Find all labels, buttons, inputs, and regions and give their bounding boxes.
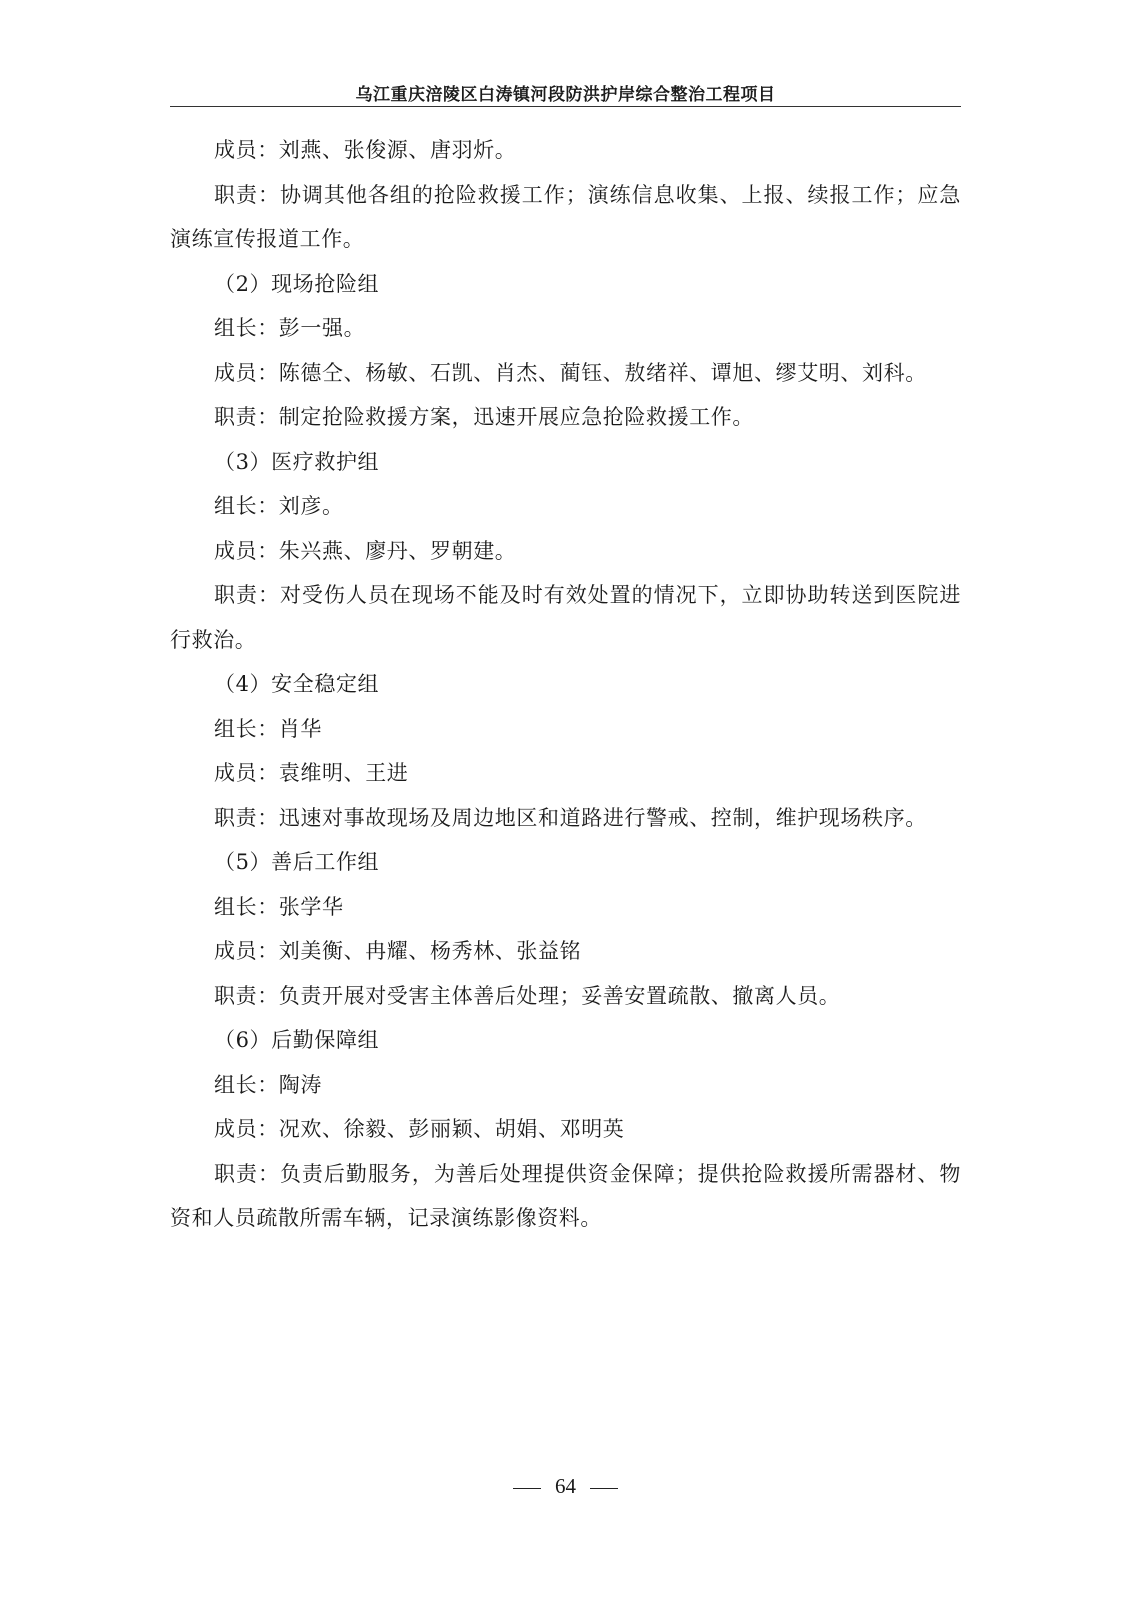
paragraph: 组长：彭一强。 — [214, 316, 366, 340]
paragraph: 成员：袁维明、王进 — [214, 761, 409, 785]
footer-dash-left — [513, 1488, 541, 1489]
section-heading: （5）善后工作组 — [214, 850, 380, 874]
paragraph: 职责：对受伤人员在现场不能及时有效处置的情况下，立即协助转送到医院进行救治。 — [170, 583, 961, 652]
paragraph: 组长：肖华 — [214, 716, 322, 741]
header-rule — [170, 106, 961, 107]
section-heading: （6）后勤保障组 — [214, 1028, 380, 1052]
paragraph: 组长：张学华 — [214, 894, 344, 919]
paragraph: 职责：协调其他各组的抢险救援工作；演练信息收集、上报、续报工作；应急演练宣传报道工作。 — [170, 182, 961, 251]
paragraph: 职责：制定抢险救援方案，迅速开展应急抢险救援工作。 — [214, 405, 754, 429]
paragraph: 组长：陶涛 — [214, 1072, 322, 1097]
page-header-title: 乌江重庆涪陵区白涛镇河段防洪护岸综合整治工程项目 — [355, 85, 776, 105]
section-heading: （4）安全稳定组 — [214, 672, 380, 696]
footer-dash-right — [590, 1488, 618, 1489]
page-number: 64 — [555, 1474, 576, 1498]
paragraph: 成员：况欢、徐毅、彭丽颖、胡娟、邓明英 — [214, 1117, 625, 1141]
document-body — [170, 128, 961, 1241]
paragraph: 成员：刘燕、张俊源、唐羽炘。 — [214, 138, 517, 162]
section-heading: （3）医疗救护组 — [214, 449, 380, 474]
paragraph: 职责：负责开展对受害主体善后处理；妥善安置疏散、撤离人员。 — [214, 983, 841, 1008]
paragraph: 组长：刘彦。 — [214, 494, 344, 518]
paragraph: 成员：朱兴燕、廖丹、罗朝建。 — [214, 538, 517, 563]
page-footer — [0, 1474, 1131, 1499]
paragraph: 成员：刘美衡、冉耀、杨秀林、张益铭 — [214, 939, 582, 963]
section-heading: （2）现场抢险组 — [214, 271, 380, 296]
paragraph: 职责：迅速对事故现场及周边地区和道路进行警戒、控制，维护现场秩序。 — [214, 805, 927, 830]
paragraph: 职责：负责后勤服务，为善后处理提供资金保障；提供抢险救援所需器材、物资和人员疏散所需车辆，记录演练影像资料。 — [170, 1161, 961, 1230]
paragraph: 成员：陈德仝、杨敏、石凯、肖杰、蔺钰、敖绪祥、谭旭、缪艾明、刘科。 — [214, 360, 927, 385]
